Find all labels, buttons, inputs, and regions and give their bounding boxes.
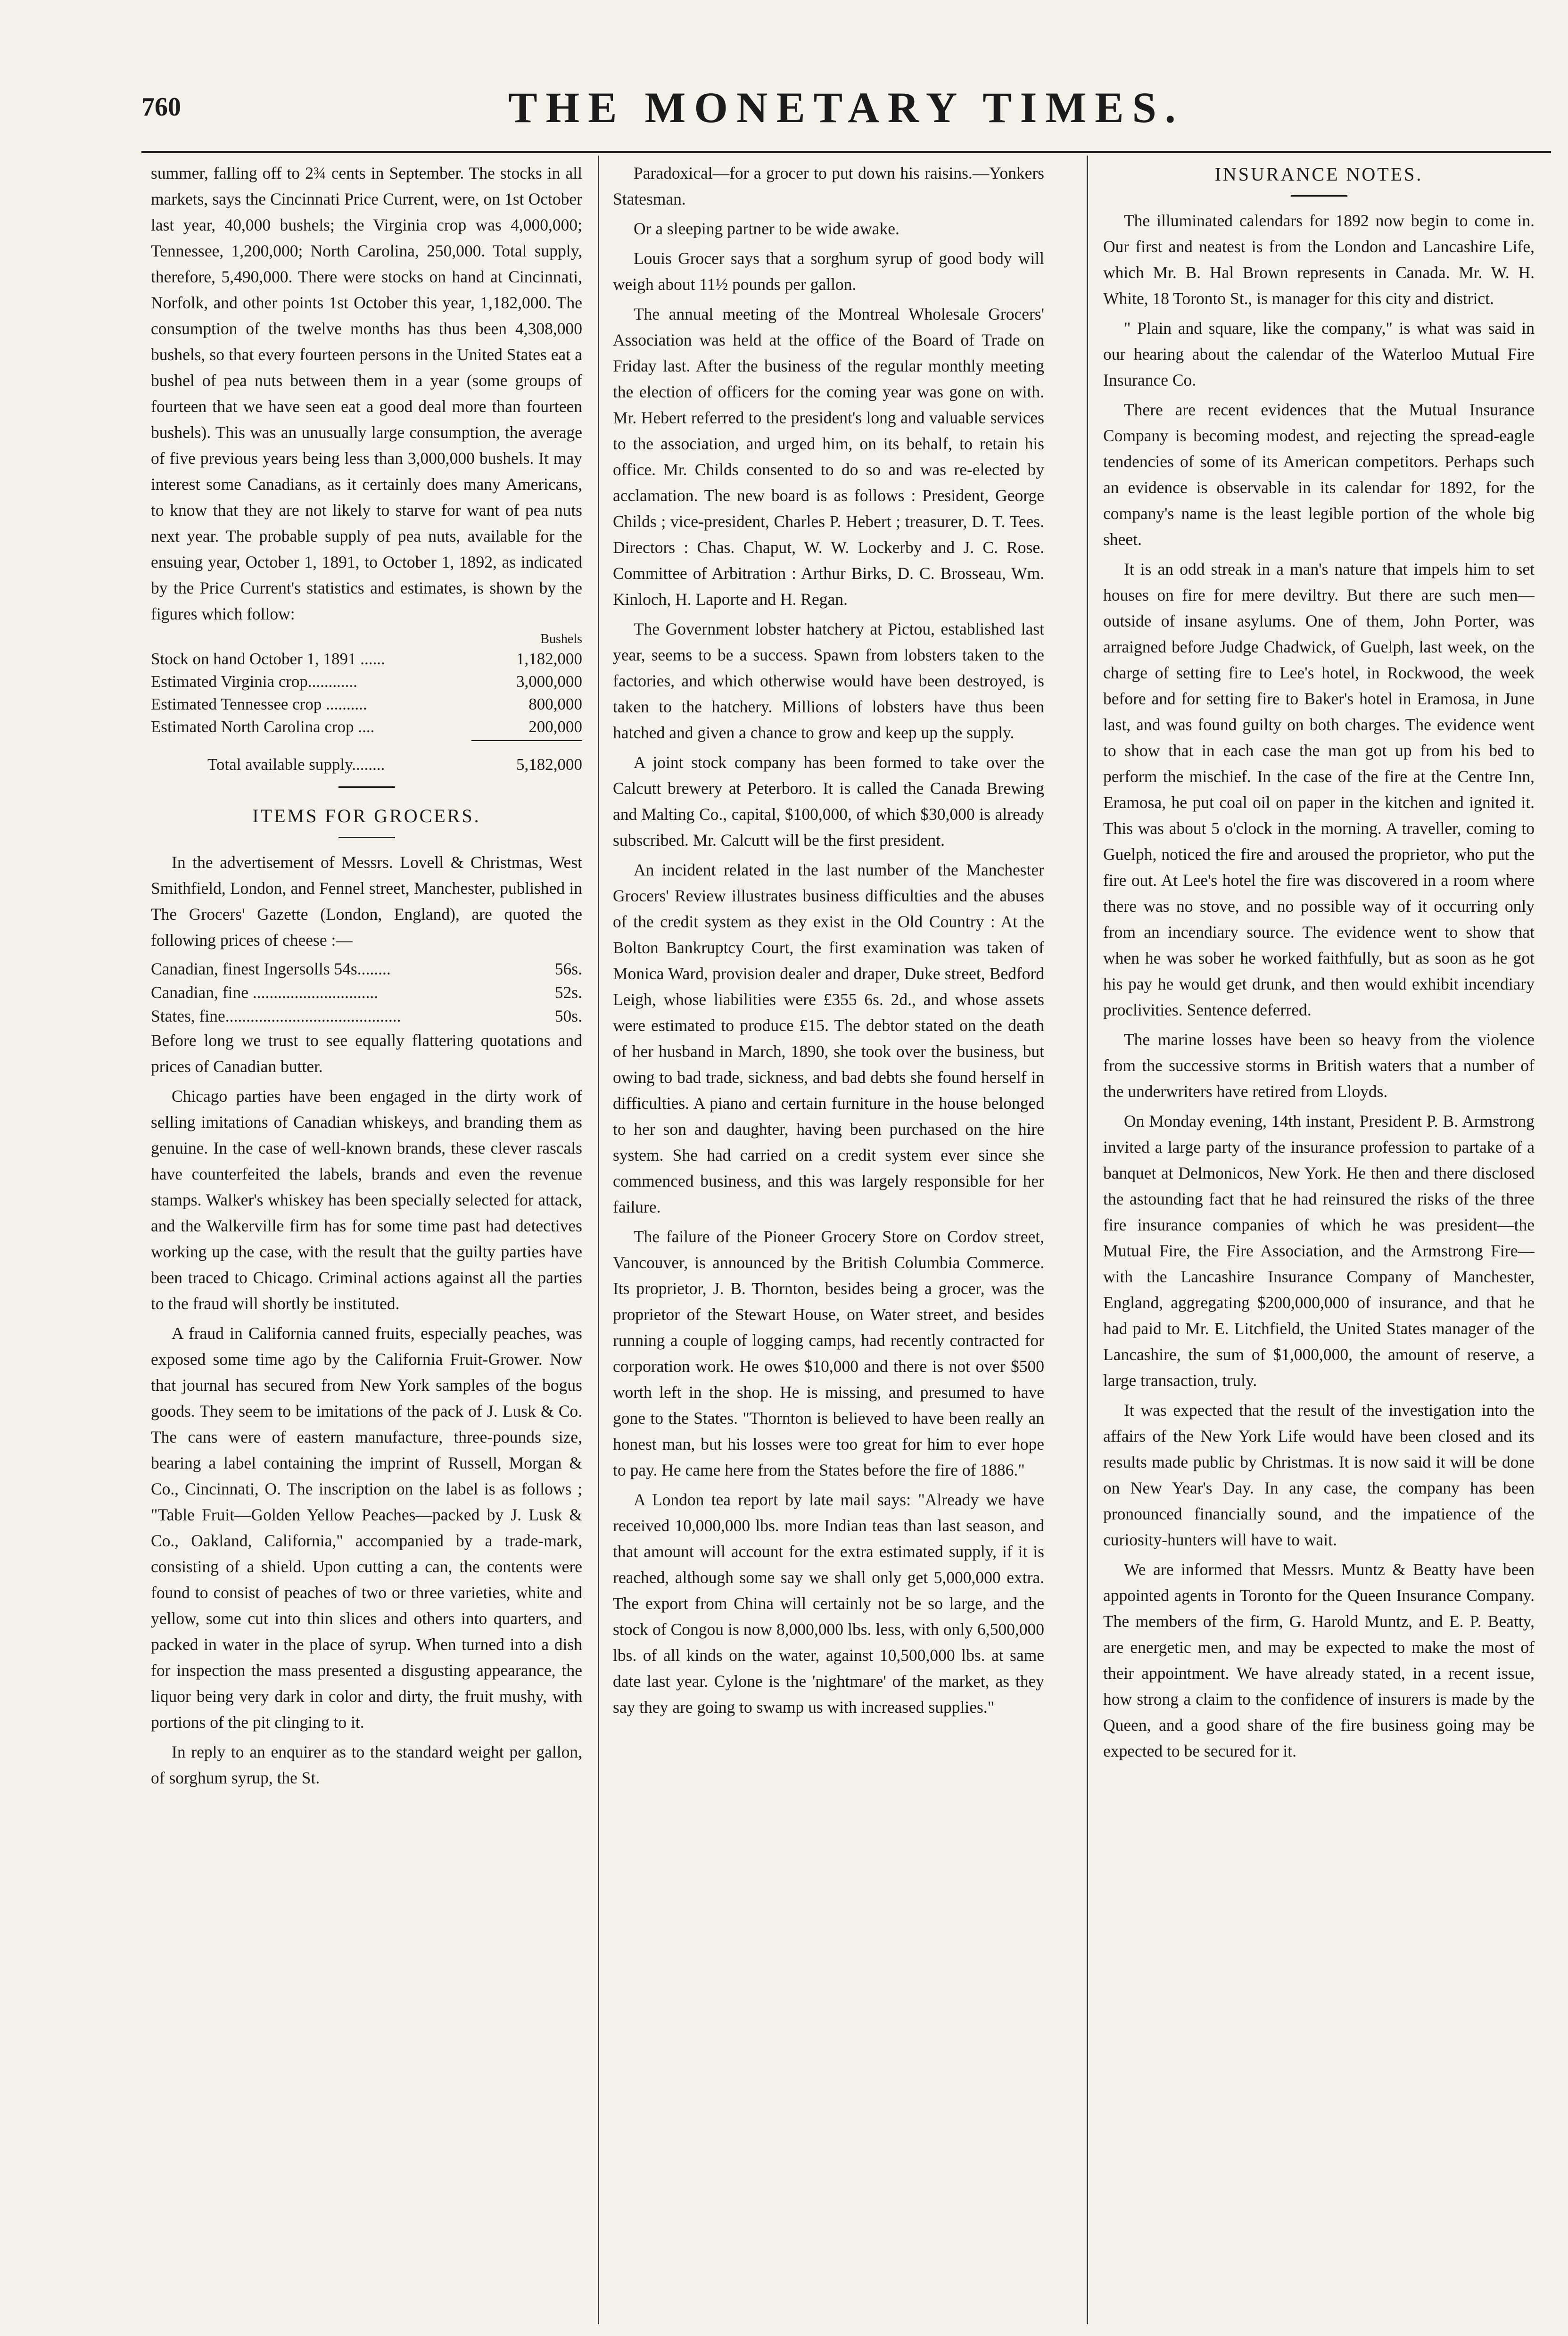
butter-paragraph: Before long we trust to see equally flattering quotations and prices of Canadian butter.	[151, 1031, 582, 1076]
price-label: States, fine..........................................	[151, 1007, 401, 1025]
section-title-grocers: ITEMS FOR GROCERS.	[252, 805, 481, 826]
column-1	[151, 160, 582, 2319]
price-value: 50s.	[554, 1007, 582, 1025]
price-label: Canadian, fine ..............................	[151, 983, 379, 1002]
lovell-paragraph: In the advertisement of Messrs. Lovell & Christmas, West Smithfield, London, and Fennel street, Manchester, published in The Grocers' Gazette (London, England), are quoted the following prices of cheese :—	[151, 853, 582, 949]
list-item	[151, 981, 582, 1004]
price-value: 52s.	[554, 983, 582, 1002]
column-divider-1	[598, 156, 599, 2324]
marine-paragraph: The marine losses have been so heavy from the violence from the successive storms in British waters that a number of the underwriters have retired from Lloyds.	[1103, 1030, 1535, 1101]
pioneer-paragraph: The failure of the Pioneer Grocery Store on Cordov street, Vancouver, is announced by the British Columbia Commerce. Its proprietor, J. B. Thornton, besides being a grocer, was the proprietor of the Stewart House, on Water street, and besides running a couple of logging camps, had recently contracted for corporation work. He owes $10,000 and there is not over $500 worth left in the shop. He is missing, and presumed to have gone to the States. "Thornton is believed to have been really an honest man, but his losses were too great for him to ever hope to pay. He came here from the States before the fire of 1886."	[613, 1227, 1044, 1479]
row-label: Stock on hand October 1, 1891 ......	[151, 650, 385, 668]
table-row	[151, 670, 582, 693]
price-value: 56s.	[554, 959, 582, 978]
armstrong-paragraph: On Monday evening, 14th instant, President P. B. Armstrong invited a large party of the insurance profession to partake of a banquet at Delmonicos, New York. He then and there disclosed the astounding fact that he had reinsured the risks of the three fire insurance companies of which he was president—the Mutual Fire, the Fire Association, and the Armstrong Fire—with the Lancashire Insurance Company of Manchester, England, aggregating $200,000,000 of insurance, and that he had paid to Mr. E. Litchfield, the United States manager of the Lancashire, the sum of $1,000,000, the amount of reserve, a large transaction, truly.	[1103, 1112, 1535, 1390]
sorghum-paragraph: Louis Grocer says that a sorghum syrup of good body will weigh about 11½ pounds per gallon.	[613, 249, 1044, 294]
list-item	[151, 957, 582, 981]
column-3	[1103, 160, 1535, 2319]
manchester-paragraph: An incident related in the last number of the Manchester Grocers' Review illustrates business difficulties and the abuses of the credit system as they exist in the Old Country : At the Bolton Bankruptcy Court, the first examination was taken of Monica Ward, provision dealer and draper, Duke street, Bedford Leigh, whose liabilities were £355 6s. 2d., and whose assets were estimated to produce £15. The debtor stated on the death of her husband in March, 1890, she took over the business, but owing to bad trade, sickness, and bad debts she found herself in difficulties. A piano and certain furniture in the house belonged to her son and daughter, having been purchased on the hire system. She had carried on a credit system ever since she commenced business, and this was largely responsible for her failure.	[613, 860, 1044, 1216]
total-value: 5,182,000	[516, 755, 582, 774]
price-label: Canadian, finest Ingersolls 54s........	[151, 959, 391, 978]
header-rule	[141, 151, 1551, 153]
lobster-paragraph: The Government lobster hatchery at Pictou, established last year, seems to be a success. Spawn from lobsters taken to the factories, and which otherwise would have been destroyed, is taken to the hatchery. Millions of lobsters have thus been hatched and given a chance to grow and keep up the supply.	[613, 619, 1044, 742]
mutual-paragraph: There are recent evidences that the Mutual Insurance Company is becoming modest, and rejecting the spread-eagle tendencies of some of its American competitors. Perhaps such an evidence is observable in its calendar for 1892, for the company's name is the least legible portion of the whole big sheet.	[1103, 400, 1535, 549]
total-rule	[471, 740, 582, 741]
row-value: 3,000,000	[516, 672, 582, 691]
row-value: 800,000	[528, 695, 582, 713]
tea-paragraph: A London tea report by late mail says: "Already we have received 10,000,000 lbs. more Indian teas than last season, and that amount will account for the extra estimated supply, if it is reached, although some say we shall only get 5,000,000 extra. The export from China will certainly not be so large, and the stock of Congou is now 8,000,000 lbs. less, with only 6,500,000 lbs. of all kinds on the water, against 10,500,000 lbs. at same date last year. Cylone is the 'nightmare' of the market, as they say they are going to swamp us with increased supplies."	[613, 1490, 1044, 1717]
bushels-header: Bushels	[540, 632, 582, 646]
section-rule	[1291, 195, 1347, 197]
row-value: 200,000	[528, 718, 582, 736]
row-label: Estimated North Carolina crop ....	[151, 718, 375, 736]
calendars-paragraph: The illuminated calendars for 1892 now begin to come in. Our first and neatest is from the London and Lancashire Life, which Mr. B. Hal Brown represents in Canada. Mr. W. H. White, 18 Toronto St., is manager for this city and district.	[1103, 211, 1535, 308]
masthead	[141, 83, 1551, 153]
column-divider-2	[1087, 156, 1088, 2324]
row-label: Estimated Tennessee crop ..........	[151, 695, 367, 713]
page-number: 760	[141, 92, 181, 122]
muntz-paragraph: We are informed that Messrs. Muntz & Beatty have been appointed agents in Toronto for the Queen Insurance Company. The members of the firm, G. Harold Muntz, and E. P. Beatty, are energetic men, and may be expected to make the most of their appointment. We have already stated, in a recent issue, how strong a claim to the confidence of insurers is made by the Queen, and a good share of the fire business going may be expected to be secured for it.	[1103, 1560, 1535, 1760]
chicago-paragraph: Chicago parties have been engaged in the dirty work of selling imitations of Canadian whiskeys, and branding them as genuine. In the case of well-known brands, these clever rascals have counterfeited the labels, brands and even the revenue stamps. Walker's whiskey has been specially selected for attack, and the Walkerville firm has for some time past had detectives working up the case, with the result that the guilty parties have been traced to Chicago. Criminal actions against all the parties to the fraud will shortly be instituted.	[151, 1087, 582, 1313]
row-value: 1,182,000	[516, 650, 582, 668]
section-rule	[338, 837, 395, 838]
peanut-paragraph: summer, falling off to 2¾ cents in September. The stocks in all markets, says the Cincinnati Price Current, were, on 1st October last year, 40,000 bushels; the Virginia crop was 4,000,000; Tennessee, 1,200,000; North Carolina, 250,000. Total supply, therefore, 5,490,000. There were stocks on hand at Cincinnati, Norfolk, and other points 1st October this year, 1,182,000. The consumption of the twelve months has thus been 4,308,000 bushels, so that every fourteen persons in the United States eat a bushel of pea nuts between them in a year (some groups of fourteen that we have seen eat a good deal more than fourteen bushels). This was an unusually large consumption, the average of five previous years being less than 3,000,000 bushels. It may interest some Canadians, as it certainly does many Americans, to know that they are not likely to starve for want of pea nuts next year. The probable supply of pea nuts, available for the ensuing year, October 1, 1891, to October 1, 1892, as indicated by the Price Current's statistics and estimates, is shown by the figures which follow:	[151, 164, 582, 623]
plain-paragraph: " Plain and square, like the company," is what was said in our hearing about the calendar of the Waterloo Mutual Fire Insurance Co.	[1103, 319, 1535, 389]
table-row	[151, 693, 582, 716]
total-row	[151, 753, 582, 776]
reply-paragraph: In reply to an enquirer as to the standard weight per gallon, of sorghum syrup, the St.	[151, 1742, 582, 1787]
paradox-paragraph: Paradoxical—for a grocer to put down his raisins.—Yonkers Statesman.	[613, 164, 1044, 208]
table-row	[151, 716, 582, 738]
row-label: Estimated Virginia crop............	[151, 672, 357, 691]
montreal-paragraph: The annual meeting of the Montreal Wholesale Grocers' Association was held at the office of the Board of Trade on Friday last. After the business of the regular monthly meeting the election of officers for the coming year was gone on with. Mr. Hebert referred to the president's long and valuable services to the association, and urged him, on its behalf, to retain his office. Mr. Childs consented to do so and was re-elected by acclamation. The new board is as follows : President, George Childs ; vice-president, Charles P. Hebert ; treasurer, D. T. Tees. Directors : Chas. Chaput, W. W. Lockerby and J. C. Rose. Committee of Arbitration : Arthur Birks, D. C. Brosseau, Wm. Kinloch, H. Laporte and H. Regan.	[613, 305, 1044, 609]
publication-title: THE MONETARY TIMES.	[508, 83, 1184, 132]
partner-paragraph: Or a sleeping partner to be wide awake.	[634, 219, 900, 238]
total-label: Total available supply........	[207, 755, 385, 774]
section-rule	[338, 786, 395, 788]
table-row	[151, 648, 582, 670]
cheese-price-list	[151, 957, 582, 1028]
section-title-insurance: INSURANCE NOTES.	[1214, 164, 1423, 185]
newyork-paragraph: It was expected that the result of the investigation into the affairs of the New York Life would have been closed and its results made public by Christmas. It is now said it will be done on New Year's Day. In any case, the company has been pronounced financially sound, and the impatience of the curiosity-hunters will have to wait.	[1103, 1401, 1535, 1549]
streak-paragraph: It is an odd streak in a man's nature that impels him to set houses on fire for mere deviltry. But there are such men—outside of insane asylums. One of them, John Porter, was arraigned before Judge Chadwick, of Guelph, last week, on the charge of setting fire to Lee's hotel, in Rockwood, the week before and for setting fire to Baker's hotel in Eramosa, in June last, and was found guilty on both charges. The evidence went to show that in each case the man got up from his bed to perform the mischief. In the case of the fire at the Centre Inn, Eramosa, he put coal oil on paper in the kitchen and ignited it. This was about 5 o'clock in the morning. A traveller, coming to Guelph, noticed the fire and aroused the proprietor, who put the fire out. At Lee's hotel the fire was discovered in a room where there was no stove, and no possible way of it occurring only from an incendiary source. The evidence went to show that when he was sober he worked faithfully, but as soon as he got his pay he would get drunk, and then would exhibit incendiary proclivities. Sentence deferred.	[1103, 560, 1535, 1019]
column-2	[613, 160, 1044, 2319]
peanut-supply-table	[151, 631, 582, 776]
fraud-paragraph: A fraud in California canned fruits, especially peaches, was exposed some time ago by the California Fruit-Grower. Now that journal has secured from New York samples of the bogus goods. They seem to be imitations of the pack of J. Lusk & Co. The cans were of eastern manufacture, three-pounds size, bearing a label containing the imprint of Russell, Morgan & Co., Cincinnati, O. The inscription on the label is as follows ; "Table Fruit—Golden Yellow Peaches—packed by J. Lusk & Co., Oakland, California," accompanied by a trade-mark, consisting of a shield. Upon cutting a can, the contents were found to consist of peaches of two or three varieties, white and yellow, some cut into thin slices and others into quarters, and packed in water in the place of syrup. When turned into a dish for inspection the mass presented a disgusting appearance, the liquor being very dark in color and dirty, the fruit mushy, with portions of the pit clinging to it.	[151, 1324, 582, 1732]
list-item	[151, 1004, 582, 1028]
brewery-paragraph: A joint stock company has been formed to take over the Calcutt brewery at Peterboro. It is called the Canada Brewing and Malting Co., capital, $100,000, of which $30,000 is already subscribed. Mr. Calcutt will be the first president.	[613, 753, 1044, 850]
